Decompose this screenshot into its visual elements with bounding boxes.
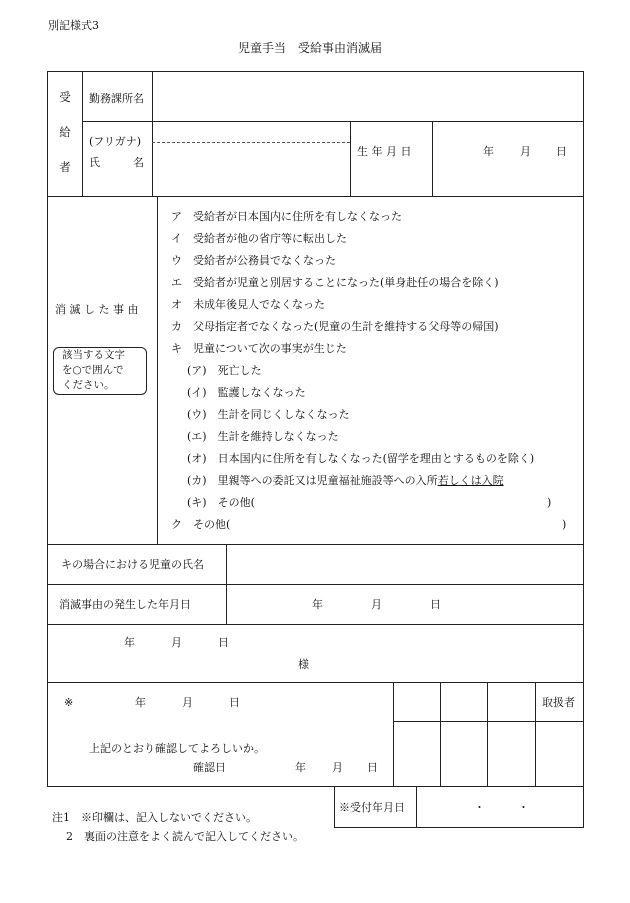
seal-box[interactable] [443,684,485,720]
reason-item-a[interactable]: ア 受給者が日本国内に住所を有しなくなった [171,210,402,223]
divider [152,71,153,197]
reason-item-u[interactable]: ウ 受給者が公務員でなくなった [171,254,336,267]
reason-item-e[interactable]: エ 受給者が児童と別居することになった(単身赴任の場合を除く) [171,276,499,289]
divider [350,121,351,197]
addressee-year: 年 [124,636,135,649]
confirm-text: 上記のとおり確認してよろしいか。 [89,742,265,755]
divider [47,584,584,585]
reason-subitem-ka[interactable] [187,475,504,486]
reason-subitem-ka-text: (カ) 里親等への委託又は児童福祉施設等への入所 [187,474,438,487]
reason-item-ka[interactable]: カ 父母指定者でなくなった(児童の生計を維持する父母等の帰国) [171,320,499,333]
confirm-date-day: 日 [367,761,378,774]
note-line: を○で囲んで [62,364,124,376]
table-border-right [583,71,584,828]
receipt-date-dots: ・ ・ [474,801,529,814]
addressee-sama: 様 [298,658,309,671]
reason-subitem[interactable]: (ウ) 生計を同じくしなくなった [187,408,350,421]
divider [82,121,584,122]
occurrence-month: 月 [371,598,382,611]
confirm-day: 日 [229,696,240,709]
reason-subitem[interactable]: (オ) 日本国内に住所を有しなくなった(留学を理由とするものを除く) [187,452,535,465]
reason-item-i[interactable]: イ 受給者が他の省庁等に転出した [171,232,347,245]
receipt-label: ※受付年月日 [339,801,405,814]
confirm-date-label: 確認日 [193,761,226,774]
reason-item-ki[interactable]: キ 児童について次の事実が生じた [171,342,347,355]
table-border-left [47,71,48,787]
divider [47,682,584,683]
seal-box[interactable] [490,684,532,720]
addressee-month: 月 [171,636,182,649]
reason-label: 消 滅 し た 事 由 [55,303,139,316]
divider [47,196,584,197]
reason-item-ku-close: ) [562,518,567,531]
reason-subitem-ki[interactable]: (キ) その他( [187,496,255,509]
furigana-label: (フリガナ) [89,135,142,148]
dob-label: 生 年 月 日 [357,145,412,158]
reason-subitem[interactable]: (エ) 生計を維持しなくなった [187,430,339,443]
divider [535,682,536,787]
reason-subitem-ki-close: ) [547,496,552,509]
divider [416,786,417,828]
furigana-separator [152,142,350,143]
divider [47,544,584,545]
occurrence-year: 年 [312,598,323,611]
reason-item-ku[interactable]: ク その他( [171,518,231,531]
divider [440,682,441,787]
name-label: 氏 名 [89,156,144,169]
note-2: 2 裏面の注意をよく読んで記入してください。 [66,830,304,843]
recipient-label-char: 者 [59,160,71,174]
child-name-label: キの場合における児童の氏名 [61,558,204,571]
divider [487,682,488,787]
divider [432,121,433,197]
divider [393,721,584,722]
reason-subitem[interactable]: (ア) 死亡した [187,364,262,377]
office-label: 勤務課所名 [89,92,144,105]
dob-day: 日 [556,145,567,158]
reason-subitem-ka-underlined: 若しくは入院 [437,474,504,487]
occurrence-label: 消滅事由の発生した年月日 [59,598,191,611]
recipient-label-char: 受 [59,90,71,104]
divider [393,682,394,787]
reason-subitem[interactable]: (イ) 監護しなくなった [187,386,306,399]
note-line: ください。 [62,379,115,391]
seal-box[interactable] [396,684,438,720]
recipient-label-char: 給 [59,125,71,139]
table-border-top [47,71,584,72]
divider [157,196,158,545]
confirm-date-month: 月 [332,761,343,774]
reason-item-o[interactable]: オ 未成年後見人でなくなった [171,298,325,311]
handler-label: 取扱者 [542,696,575,709]
divider [47,624,584,625]
note-line: 該当する文字 [62,349,125,361]
confirm-month: 月 [182,696,193,709]
divider [47,786,584,787]
divider [82,71,83,197]
page-title: 児童手当 受給事由消滅届 [238,41,383,55]
occurrence-day: 日 [430,598,441,611]
divider [226,544,227,625]
divider [334,827,584,828]
addressee-day: 日 [218,636,229,649]
dob-month: 月 [520,145,531,158]
note-1: 注1 ※印欄は、記入しないでください。 [52,811,257,824]
office-use-mark: ※ [64,696,74,709]
confirm-year: 年 [135,696,146,709]
dob-year: 年 [483,145,494,158]
divider [334,786,335,828]
confirm-date-year: 年 [295,761,306,774]
form-number: 別記様式3 [48,19,99,32]
